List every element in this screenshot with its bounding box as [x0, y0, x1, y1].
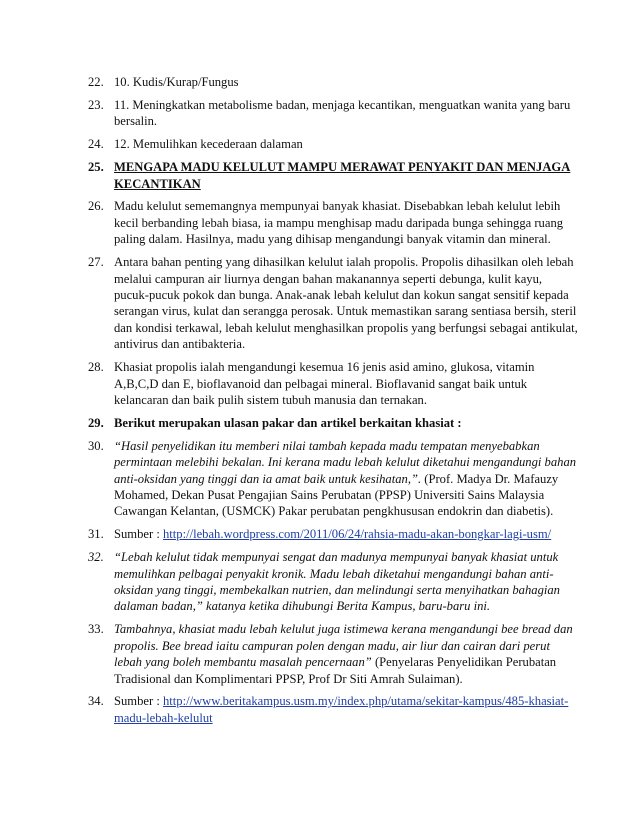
item-number: 27.: [88, 255, 104, 270]
section-heading: [88, 159, 578, 192]
item-number: 23.: [88, 97, 104, 112]
quote-attribution: (Prof. Madya Dr. Mafauzy Mohamed, Dekan Pusat Pengajian Sains Perubatan (PPSP) Universiti Sains Malaysia Cawangan Kelantan, (USMCK) Pakar perubatan pengkhususan endokrin dan diabetis).: [114, 471, 559, 519]
item-number: 26.: [88, 199, 104, 214]
source-body: [114, 526, 578, 542]
list-item: [88, 97, 578, 130]
item-number: 25.: [88, 160, 104, 175]
list-item: [88, 254, 578, 352]
item-number: 22.: [88, 75, 104, 89]
numbered-list: [88, 74, 578, 733]
heading-text: MENGAPA MADU KELULUT MAMPU MERAWAT PENYAKIT DAN MENJAGA KECANTIKAN: [114, 160, 571, 191]
list-item: [88, 198, 578, 247]
source-item: [88, 693, 578, 726]
item-text: Madu kelulut sememangnya mempunyai banyak khasiat. Disebabkan lebah kelulut lebih kecil berbanding lebah biasa, ia mampu menghisap madu daripada bunga sehingga ruang paling dalam. Hasilnya, madu yang dihisap mengandungi banyak vitamin dan mineral.: [114, 199, 564, 247]
quote-text: “Lebah kelulut tidak mempunyai sengat dan madunya mempunyai banyak khasiat untuk memulihkan pelbagai penyakit kronik. Madu lebah diketahui mengandungi bahan anti-oksidan yang tinggi, membekalkan nutrien, dan melindungi serta menyihatkan bahagian dalaman badan,” katanya ketika dihubungi Berita Kampus, baru-baru ini.: [114, 550, 560, 614]
item-text: 11. Meningkatkan metabolisme badan, menjaga kecantikan, menguatkan wanita yang baru bersalin.: [114, 97, 571, 129]
source-label: Sumber :: [114, 527, 163, 542]
quote-text: Tambahnya, khasiat madu lebah kelulut juga istimewa kerana mengandungi bee bread dan propolis. Bee bread iaitu campuran polen dengan madu, air liur dan cairan dari perut lebah yang boleh membantu masalah pencernaan”: [114, 622, 573, 670]
source-link[interactable]: http://www.beritakampus.usm.my/index.php/utama/sekitar-kampus/485-khasiat-madu-lebah-kelulut: [114, 694, 569, 725]
source-body: [114, 693, 578, 726]
item-number: 24.: [88, 137, 104, 152]
item-number: 33.: [88, 622, 104, 637]
quote-item: [88, 621, 578, 687]
item-text: Khasiat propolis ialah mengandungi kesemua 16 jenis asid amino, glukosa, vitamin A,B,C,D dan E, bioflavanoid dan pelbagai mineral. Bioflavanid sangat baik untuk kelancaran dan baik pulih sistem tubuh manusia dan ternakan.: [114, 360, 535, 407]
quote-body: [114, 621, 578, 687]
source-item: [88, 526, 578, 542]
quote-item: [88, 549, 578, 615]
item-number: 34.: [88, 694, 104, 709]
subheading: [88, 415, 578, 431]
item-number: 32.: [88, 550, 104, 565]
source-link[interactable]: http://lebah.wordpress.com/2011/06/24/rahsia-madu-akan-bongkar-lagi-usm/: [162, 527, 552, 542]
quote-body: [114, 438, 578, 520]
list-item: [88, 74, 578, 90]
item-number: 31.: [88, 527, 104, 542]
item-number: 29.: [88, 415, 104, 430]
item-number: 30.: [88, 438, 104, 453]
quote-attribution: (Penyelaras Penyelidikan Perubatan Tradisional dan Komplimentari PPSP, Prof Dr Siti Amrah Sulaiman).: [114, 655, 557, 686]
item-number: 28.: [88, 360, 104, 375]
item-text: Antara bahan penting yang dihasilkan kelulut ialah propolis. Propolis dihasilkan oleh lebah melalui campuran air liurnya dengan bahan makanannya seperti debunga, kulit kayu, pucuk-pucuk pokok dan bunga. Anak-anak lebah kelulut dan kokun sangat sensitif kepada serangan virus, kulat dan serangga perosak. Untuk memastikan sarang sentiasa bersih, steril dan kondisi terkawal, lebah kelulut menghasilkan propolis yang berfungsi sebagai antikulat, antivirus dan antibakteria.: [114, 255, 578, 352]
quote-text: “Hasil penyelidikan itu memberi nilai tambah kepada madu tempatan menyebabkan permintaan melebihi bekalan. Ini kerana madu lebah kelulut diketahui mengandungi bahan anti-oksidan yang tinggi dan ia amat baik untuk kesihatan,”.: [114, 438, 577, 486]
list-item: [88, 359, 578, 408]
source-label: Sumber :: [114, 694, 163, 709]
item-text: 12. Memulihkan kecederaan dalaman: [114, 137, 303, 152]
list-item: [88, 136, 578, 152]
item-text: 10. Kudis/Kurap/Fungus: [114, 75, 239, 89]
quote-item: [88, 438, 578, 520]
subheading-text: Berikut merupakan ulasan pakar dan artikel berkaitan khasiat :: [114, 415, 462, 430]
